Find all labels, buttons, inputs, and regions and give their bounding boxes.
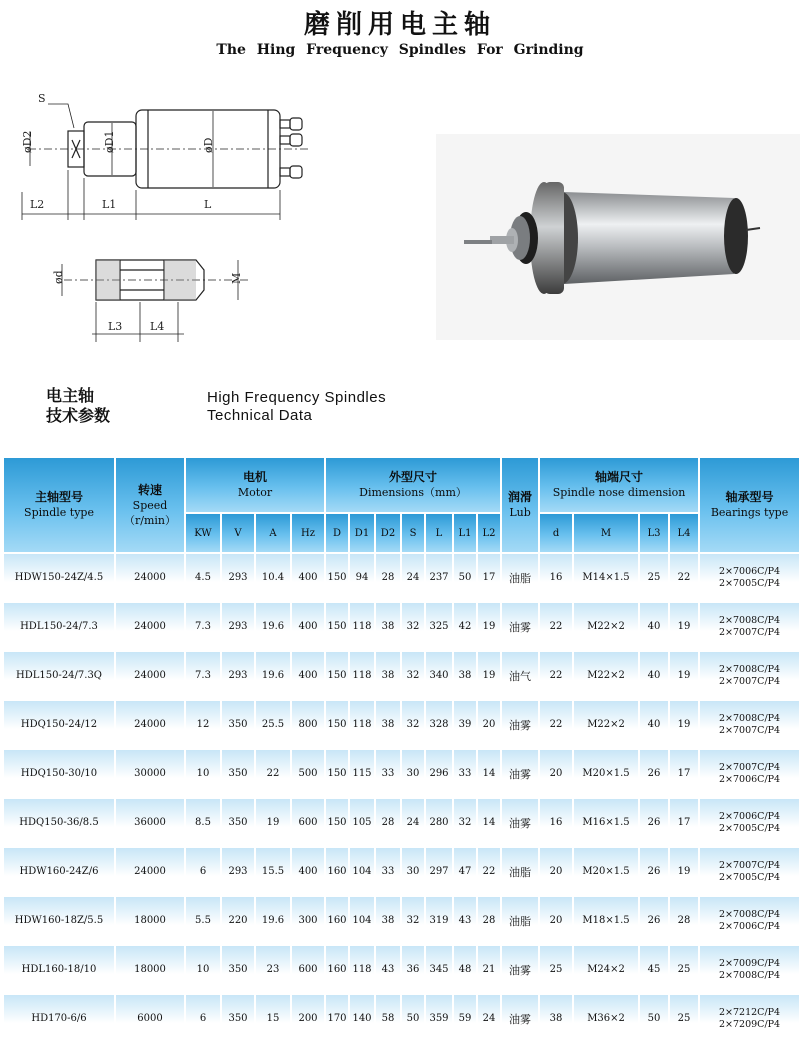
table-row bbox=[3, 553, 800, 602]
cell-speed: 6000 bbox=[115, 994, 185, 1043]
cell-a: 19.6 bbox=[255, 651, 291, 700]
cell-d: 150 bbox=[325, 700, 349, 749]
cell-s: 32 bbox=[401, 700, 425, 749]
cell-l3: 50 bbox=[639, 994, 669, 1043]
cell-speed: 18000 bbox=[115, 896, 185, 945]
cell-l3: 40 bbox=[639, 602, 669, 651]
cell-l3: 40 bbox=[639, 700, 669, 749]
table-row bbox=[3, 651, 800, 700]
cell-hz: 300 bbox=[291, 896, 325, 945]
cell-hz: 600 bbox=[291, 945, 325, 994]
cell-model: HDQ150-24/12 bbox=[3, 700, 115, 749]
bearing-line-2: 2×7005C/P4 bbox=[719, 871, 781, 883]
cell-l: 296 bbox=[425, 749, 453, 798]
bearing-line-2: 2×7007C/P4 bbox=[719, 675, 781, 687]
cell-bearing bbox=[699, 798, 800, 847]
cell-l: 319 bbox=[425, 896, 453, 945]
cell-speed: 24000 bbox=[115, 700, 185, 749]
table-row bbox=[3, 798, 800, 847]
cell-l: 340 bbox=[425, 651, 453, 700]
cell-d1: 118 bbox=[349, 945, 375, 994]
bearing-line-1: 2×7006C/P4 bbox=[719, 810, 781, 822]
cell-lub: 油雾 bbox=[501, 749, 539, 798]
subcol-s: S bbox=[401, 513, 425, 553]
cell-l: 237 bbox=[425, 553, 453, 602]
cell-kw: 7.3 bbox=[185, 651, 221, 700]
cell-hz: 600 bbox=[291, 798, 325, 847]
cell-m: M22×2 bbox=[573, 700, 639, 749]
cell-d1: 140 bbox=[349, 994, 375, 1043]
cell-a: 19.6 bbox=[255, 602, 291, 651]
cell-s: 32 bbox=[401, 896, 425, 945]
cell-v: 350 bbox=[221, 994, 255, 1043]
cell-m: M22×2 bbox=[573, 602, 639, 651]
cell-a: 15.5 bbox=[255, 847, 291, 896]
cell-model: HDQ150-30/10 bbox=[3, 749, 115, 798]
page-title-en: The Hing Frequency Spindles For Grinding bbox=[216, 42, 584, 58]
subcol-l2: L2 bbox=[477, 513, 501, 553]
cell-l2: 19 bbox=[477, 602, 501, 651]
cell-v: 220 bbox=[221, 896, 255, 945]
subcol-l: L bbox=[425, 513, 453, 553]
label-d1: øD1 bbox=[103, 130, 116, 153]
label-l4: L4 bbox=[150, 320, 165, 333]
bearing-line-1: 2×7007C/P4 bbox=[719, 761, 781, 773]
col-motor: 电机 Motor bbox=[185, 457, 325, 513]
cell-bearing bbox=[699, 749, 800, 798]
cell-l3: 26 bbox=[639, 847, 669, 896]
cell-s: 30 bbox=[401, 847, 425, 896]
table-row bbox=[3, 602, 800, 651]
cell-s: 50 bbox=[401, 994, 425, 1043]
cell-d1: 105 bbox=[349, 798, 375, 847]
cell-d2: 28 bbox=[375, 553, 401, 602]
subcol-a: A bbox=[255, 513, 291, 553]
cell-d2: 38 bbox=[375, 700, 401, 749]
cell-v: 350 bbox=[221, 798, 255, 847]
cell-m: M20×1.5 bbox=[573, 847, 639, 896]
cell-v: 293 bbox=[221, 602, 255, 651]
cell-s: 32 bbox=[401, 602, 425, 651]
cell-l2: 21 bbox=[477, 945, 501, 994]
cell-v: 293 bbox=[221, 553, 255, 602]
bearing-line-1: 2×7006C/P4 bbox=[719, 565, 781, 577]
cell-d1: 118 bbox=[349, 602, 375, 651]
cell-d2: 33 bbox=[375, 749, 401, 798]
cell-l1: 50 bbox=[453, 553, 477, 602]
cell-d: 160 bbox=[325, 945, 349, 994]
subcol-d: D bbox=[325, 513, 349, 553]
cell-l1: 38 bbox=[453, 651, 477, 700]
cell-bearing bbox=[699, 651, 800, 700]
label-s: S bbox=[38, 92, 46, 105]
subcol-d2: D2 bbox=[375, 513, 401, 553]
cell-d: 20 bbox=[539, 749, 573, 798]
cell-bearing bbox=[699, 945, 800, 994]
cell-d: 150 bbox=[325, 602, 349, 651]
cell-lub: 油雾 bbox=[501, 945, 539, 994]
cell-s: 30 bbox=[401, 749, 425, 798]
page-title-cn: 磨削用电主轴 bbox=[303, 10, 496, 40]
bearing-line-1: 2×7008C/P4 bbox=[719, 712, 781, 724]
cell-d2: 33 bbox=[375, 847, 401, 896]
cell-lub: 油雾 bbox=[501, 602, 539, 651]
cell-d2: 43 bbox=[375, 945, 401, 994]
cell-model: HDL150-24/7.3 bbox=[3, 602, 115, 651]
subcol-d1: D1 bbox=[349, 513, 375, 553]
cell-l3: 26 bbox=[639, 798, 669, 847]
cell-d: 150 bbox=[325, 798, 349, 847]
cell-m: M24×2 bbox=[573, 945, 639, 994]
cell-bearing bbox=[699, 602, 800, 651]
spindle-technical-drawing bbox=[8, 92, 338, 352]
cell-lub: 油脂 bbox=[501, 553, 539, 602]
cell-m: M36×2 bbox=[573, 994, 639, 1043]
cell-d: 170 bbox=[325, 994, 349, 1043]
cell-l3: 25 bbox=[639, 553, 669, 602]
cell-l4: 17 bbox=[669, 749, 699, 798]
cell-l4: 25 bbox=[669, 945, 699, 994]
subcol-l4: L4 bbox=[669, 513, 699, 553]
cell-d2: 38 bbox=[375, 602, 401, 651]
cell-model: HD170-6/6 bbox=[3, 994, 115, 1043]
cell-l3: 26 bbox=[639, 749, 669, 798]
cell-kw: 5.5 bbox=[185, 896, 221, 945]
cell-kw: 6 bbox=[185, 847, 221, 896]
cell-a: 22 bbox=[255, 749, 291, 798]
cell-a: 23 bbox=[255, 945, 291, 994]
heading-cn-line1: 电主轴 bbox=[46, 386, 95, 405]
cell-kw: 6 bbox=[185, 994, 221, 1043]
subcol-hz: Hz bbox=[291, 513, 325, 553]
cell-l1: 39 bbox=[453, 700, 477, 749]
cell-l3: 40 bbox=[639, 651, 669, 700]
heading-en-line1: High Frequency Spindles bbox=[207, 389, 387, 406]
cell-d: 22 bbox=[539, 700, 573, 749]
cell-l2: 19 bbox=[477, 651, 501, 700]
cell-d2: 28 bbox=[375, 798, 401, 847]
cell-lub: 油雾 bbox=[501, 798, 539, 847]
cell-d: 20 bbox=[539, 896, 573, 945]
bearing-line-2: 2×7007C/P4 bbox=[719, 724, 781, 736]
cell-l: 328 bbox=[425, 700, 453, 749]
bearing-line-1: 2×7007C/P4 bbox=[719, 859, 781, 871]
table-row bbox=[3, 847, 800, 896]
cell-l3: 26 bbox=[639, 896, 669, 945]
cell-l2: 14 bbox=[477, 798, 501, 847]
cell-hz: 200 bbox=[291, 994, 325, 1043]
cell-l1: 48 bbox=[453, 945, 477, 994]
label-l1: L1 bbox=[102, 198, 117, 211]
label-d: øD bbox=[202, 137, 215, 153]
cell-d: 160 bbox=[325, 847, 349, 896]
cell-l4: 28 bbox=[669, 896, 699, 945]
cell-l2: 28 bbox=[477, 896, 501, 945]
cell-l2: 14 bbox=[477, 749, 501, 798]
cell-l1: 59 bbox=[453, 994, 477, 1043]
heading-cn-line2: 技术参数 bbox=[46, 406, 111, 425]
cell-hz: 500 bbox=[291, 749, 325, 798]
cell-v: 293 bbox=[221, 847, 255, 896]
label-l3: L3 bbox=[108, 320, 123, 333]
cell-d: 160 bbox=[325, 896, 349, 945]
cell-l: 345 bbox=[425, 945, 453, 994]
subcol-v: V bbox=[221, 513, 255, 553]
cell-l: 297 bbox=[425, 847, 453, 896]
bearing-line-2: 2×7008C/P4 bbox=[719, 969, 781, 981]
cell-m: M18×1.5 bbox=[573, 896, 639, 945]
cell-kw: 10 bbox=[185, 749, 221, 798]
heading-en-line2: Technical Data bbox=[207, 407, 313, 424]
cell-kw: 10 bbox=[185, 945, 221, 994]
bearing-line-1: 2×7008C/P4 bbox=[719, 663, 781, 675]
cell-speed: 24000 bbox=[115, 651, 185, 700]
cell-hz: 400 bbox=[291, 602, 325, 651]
cell-m: M14×1.5 bbox=[573, 553, 639, 602]
subcol-l1: L1 bbox=[453, 513, 477, 553]
cell-model: HDL160-18/10 bbox=[3, 945, 115, 994]
cell-l4: 17 bbox=[669, 798, 699, 847]
bearing-line-2: 2×7007C/P4 bbox=[719, 626, 781, 638]
cell-lub: 油雾 bbox=[501, 994, 539, 1043]
cell-bearing bbox=[699, 896, 800, 945]
subcol-d: d bbox=[539, 513, 573, 553]
cell-lub: 油气 bbox=[501, 651, 539, 700]
spindle-spec-table bbox=[2, 456, 800, 1044]
cell-speed: 18000 bbox=[115, 945, 185, 994]
bearing-line-1: 2×7009C/P4 bbox=[719, 957, 781, 969]
cell-l: 280 bbox=[425, 798, 453, 847]
col-bearing: 轴承型号 Bearings type bbox=[699, 457, 800, 553]
cell-d: 20 bbox=[539, 847, 573, 896]
cell-m: M20×1.5 bbox=[573, 749, 639, 798]
cell-d: 16 bbox=[539, 798, 573, 847]
cell-d: 150 bbox=[325, 553, 349, 602]
cell-speed: 36000 bbox=[115, 798, 185, 847]
cell-v: 350 bbox=[221, 749, 255, 798]
cell-d2: 58 bbox=[375, 994, 401, 1043]
cell-s: 32 bbox=[401, 651, 425, 700]
cell-l: 325 bbox=[425, 602, 453, 651]
cell-bearing bbox=[699, 994, 800, 1043]
cell-bearing bbox=[699, 847, 800, 896]
section-heading-cn bbox=[46, 386, 110, 426]
cell-l: 359 bbox=[425, 994, 453, 1043]
col-dimensions: 外型尺寸 Dimensions（mm） bbox=[325, 457, 501, 513]
cell-d1: 118 bbox=[349, 651, 375, 700]
cell-speed: 24000 bbox=[115, 602, 185, 651]
spindle-product-photo bbox=[436, 134, 800, 340]
bearing-line-2: 2×7006C/P4 bbox=[719, 920, 781, 932]
bearing-line-2: 2×7005C/P4 bbox=[719, 577, 781, 589]
cell-l1: 33 bbox=[453, 749, 477, 798]
cell-kw: 8.5 bbox=[185, 798, 221, 847]
table-row bbox=[3, 896, 800, 945]
cell-l2: 20 bbox=[477, 700, 501, 749]
label-m: M bbox=[230, 272, 243, 284]
subcol-l3: L3 bbox=[639, 513, 669, 553]
table-row bbox=[3, 700, 800, 749]
cell-s: 24 bbox=[401, 553, 425, 602]
cell-speed: 30000 bbox=[115, 749, 185, 798]
cell-a: 25.5 bbox=[255, 700, 291, 749]
cell-hz: 400 bbox=[291, 847, 325, 896]
cell-l1: 42 bbox=[453, 602, 477, 651]
cell-hz: 400 bbox=[291, 651, 325, 700]
cell-d1: 94 bbox=[349, 553, 375, 602]
cell-m: M22×2 bbox=[573, 651, 639, 700]
section-heading-en bbox=[207, 389, 386, 425]
cell-lub: 油雾 bbox=[501, 700, 539, 749]
cell-a: 10.4 bbox=[255, 553, 291, 602]
label-d2: øD2 bbox=[21, 130, 34, 153]
cell-d: 22 bbox=[539, 602, 573, 651]
cell-speed: 24000 bbox=[115, 553, 185, 602]
cell-lub: 油脂 bbox=[501, 896, 539, 945]
cell-m: M16×1.5 bbox=[573, 798, 639, 847]
cell-d1: 104 bbox=[349, 896, 375, 945]
cell-l4: 25 bbox=[669, 994, 699, 1043]
cell-d: 150 bbox=[325, 749, 349, 798]
cell-a: 19 bbox=[255, 798, 291, 847]
cell-a: 19.6 bbox=[255, 896, 291, 945]
cell-model: HDW160-24Z/6 bbox=[3, 847, 115, 896]
cell-l4: 19 bbox=[669, 700, 699, 749]
bearing-line-2: 2×7006C/P4 bbox=[719, 773, 781, 785]
table-row bbox=[3, 994, 800, 1043]
cell-speed: 24000 bbox=[115, 847, 185, 896]
bearing-line-1: 2×7008C/P4 bbox=[719, 614, 781, 626]
cell-kw: 12 bbox=[185, 700, 221, 749]
cell-s: 36 bbox=[401, 945, 425, 994]
cell-l1: 43 bbox=[453, 896, 477, 945]
cell-kw: 7.3 bbox=[185, 602, 221, 651]
cell-model: HDW160-18Z/5.5 bbox=[3, 896, 115, 945]
cell-l1: 32 bbox=[453, 798, 477, 847]
bearing-line-2: 2×7209C/P4 bbox=[719, 1018, 781, 1030]
cell-v: 350 bbox=[221, 700, 255, 749]
cell-model: HDW150-24Z/4.5 bbox=[3, 553, 115, 602]
cell-l1: 47 bbox=[453, 847, 477, 896]
cell-d: 150 bbox=[325, 651, 349, 700]
cell-d1: 118 bbox=[349, 700, 375, 749]
subcol-kw: KW bbox=[185, 513, 221, 553]
cell-d2: 38 bbox=[375, 896, 401, 945]
cell-d: 22 bbox=[539, 651, 573, 700]
cell-lub: 油脂 bbox=[501, 847, 539, 896]
cell-d2: 38 bbox=[375, 651, 401, 700]
cell-d: 25 bbox=[539, 945, 573, 994]
cell-l2: 17 bbox=[477, 553, 501, 602]
cell-l2: 22 bbox=[477, 847, 501, 896]
cell-d: 16 bbox=[539, 553, 573, 602]
cell-l4: 19 bbox=[669, 602, 699, 651]
cell-model: HDQ150-36/8.5 bbox=[3, 798, 115, 847]
cell-hz: 800 bbox=[291, 700, 325, 749]
bearing-line-1: 2×7212C/P4 bbox=[719, 1006, 781, 1018]
col-nose: 轴端尺寸 Spindle nose dimension bbox=[539, 457, 699, 513]
cell-l3: 45 bbox=[639, 945, 669, 994]
cell-bearing bbox=[699, 700, 800, 749]
label-dd: ød bbox=[52, 270, 65, 284]
cell-v: 293 bbox=[221, 651, 255, 700]
col-speed: 转速 Speed （r/min） bbox=[115, 457, 185, 553]
cell-hz: 400 bbox=[291, 553, 325, 602]
cell-v: 350 bbox=[221, 945, 255, 994]
bearing-line-1: 2×7008C/P4 bbox=[719, 908, 781, 920]
cell-a: 15 bbox=[255, 994, 291, 1043]
subcol-m: M bbox=[573, 513, 639, 553]
label-l: L bbox=[204, 198, 212, 211]
cell-l4: 22 bbox=[669, 553, 699, 602]
cell-l4: 19 bbox=[669, 651, 699, 700]
cell-kw: 4.5 bbox=[185, 553, 221, 602]
cell-l4: 19 bbox=[669, 847, 699, 896]
cell-bearing bbox=[699, 553, 800, 602]
bearing-line-2: 2×7005C/P4 bbox=[719, 822, 781, 834]
label-l2: L2 bbox=[30, 198, 45, 211]
table-row bbox=[3, 749, 800, 798]
col-model: 主轴型号 Spindle type bbox=[3, 457, 115, 553]
cell-model: HDL150-24/7.3Q bbox=[3, 651, 115, 700]
cell-s: 24 bbox=[401, 798, 425, 847]
cell-d1: 115 bbox=[349, 749, 375, 798]
table-row bbox=[3, 945, 800, 994]
cell-d1: 104 bbox=[349, 847, 375, 896]
cell-d: 38 bbox=[539, 994, 573, 1043]
cell-l2: 24 bbox=[477, 994, 501, 1043]
col-lub: 润滑 Lub bbox=[501, 457, 539, 553]
